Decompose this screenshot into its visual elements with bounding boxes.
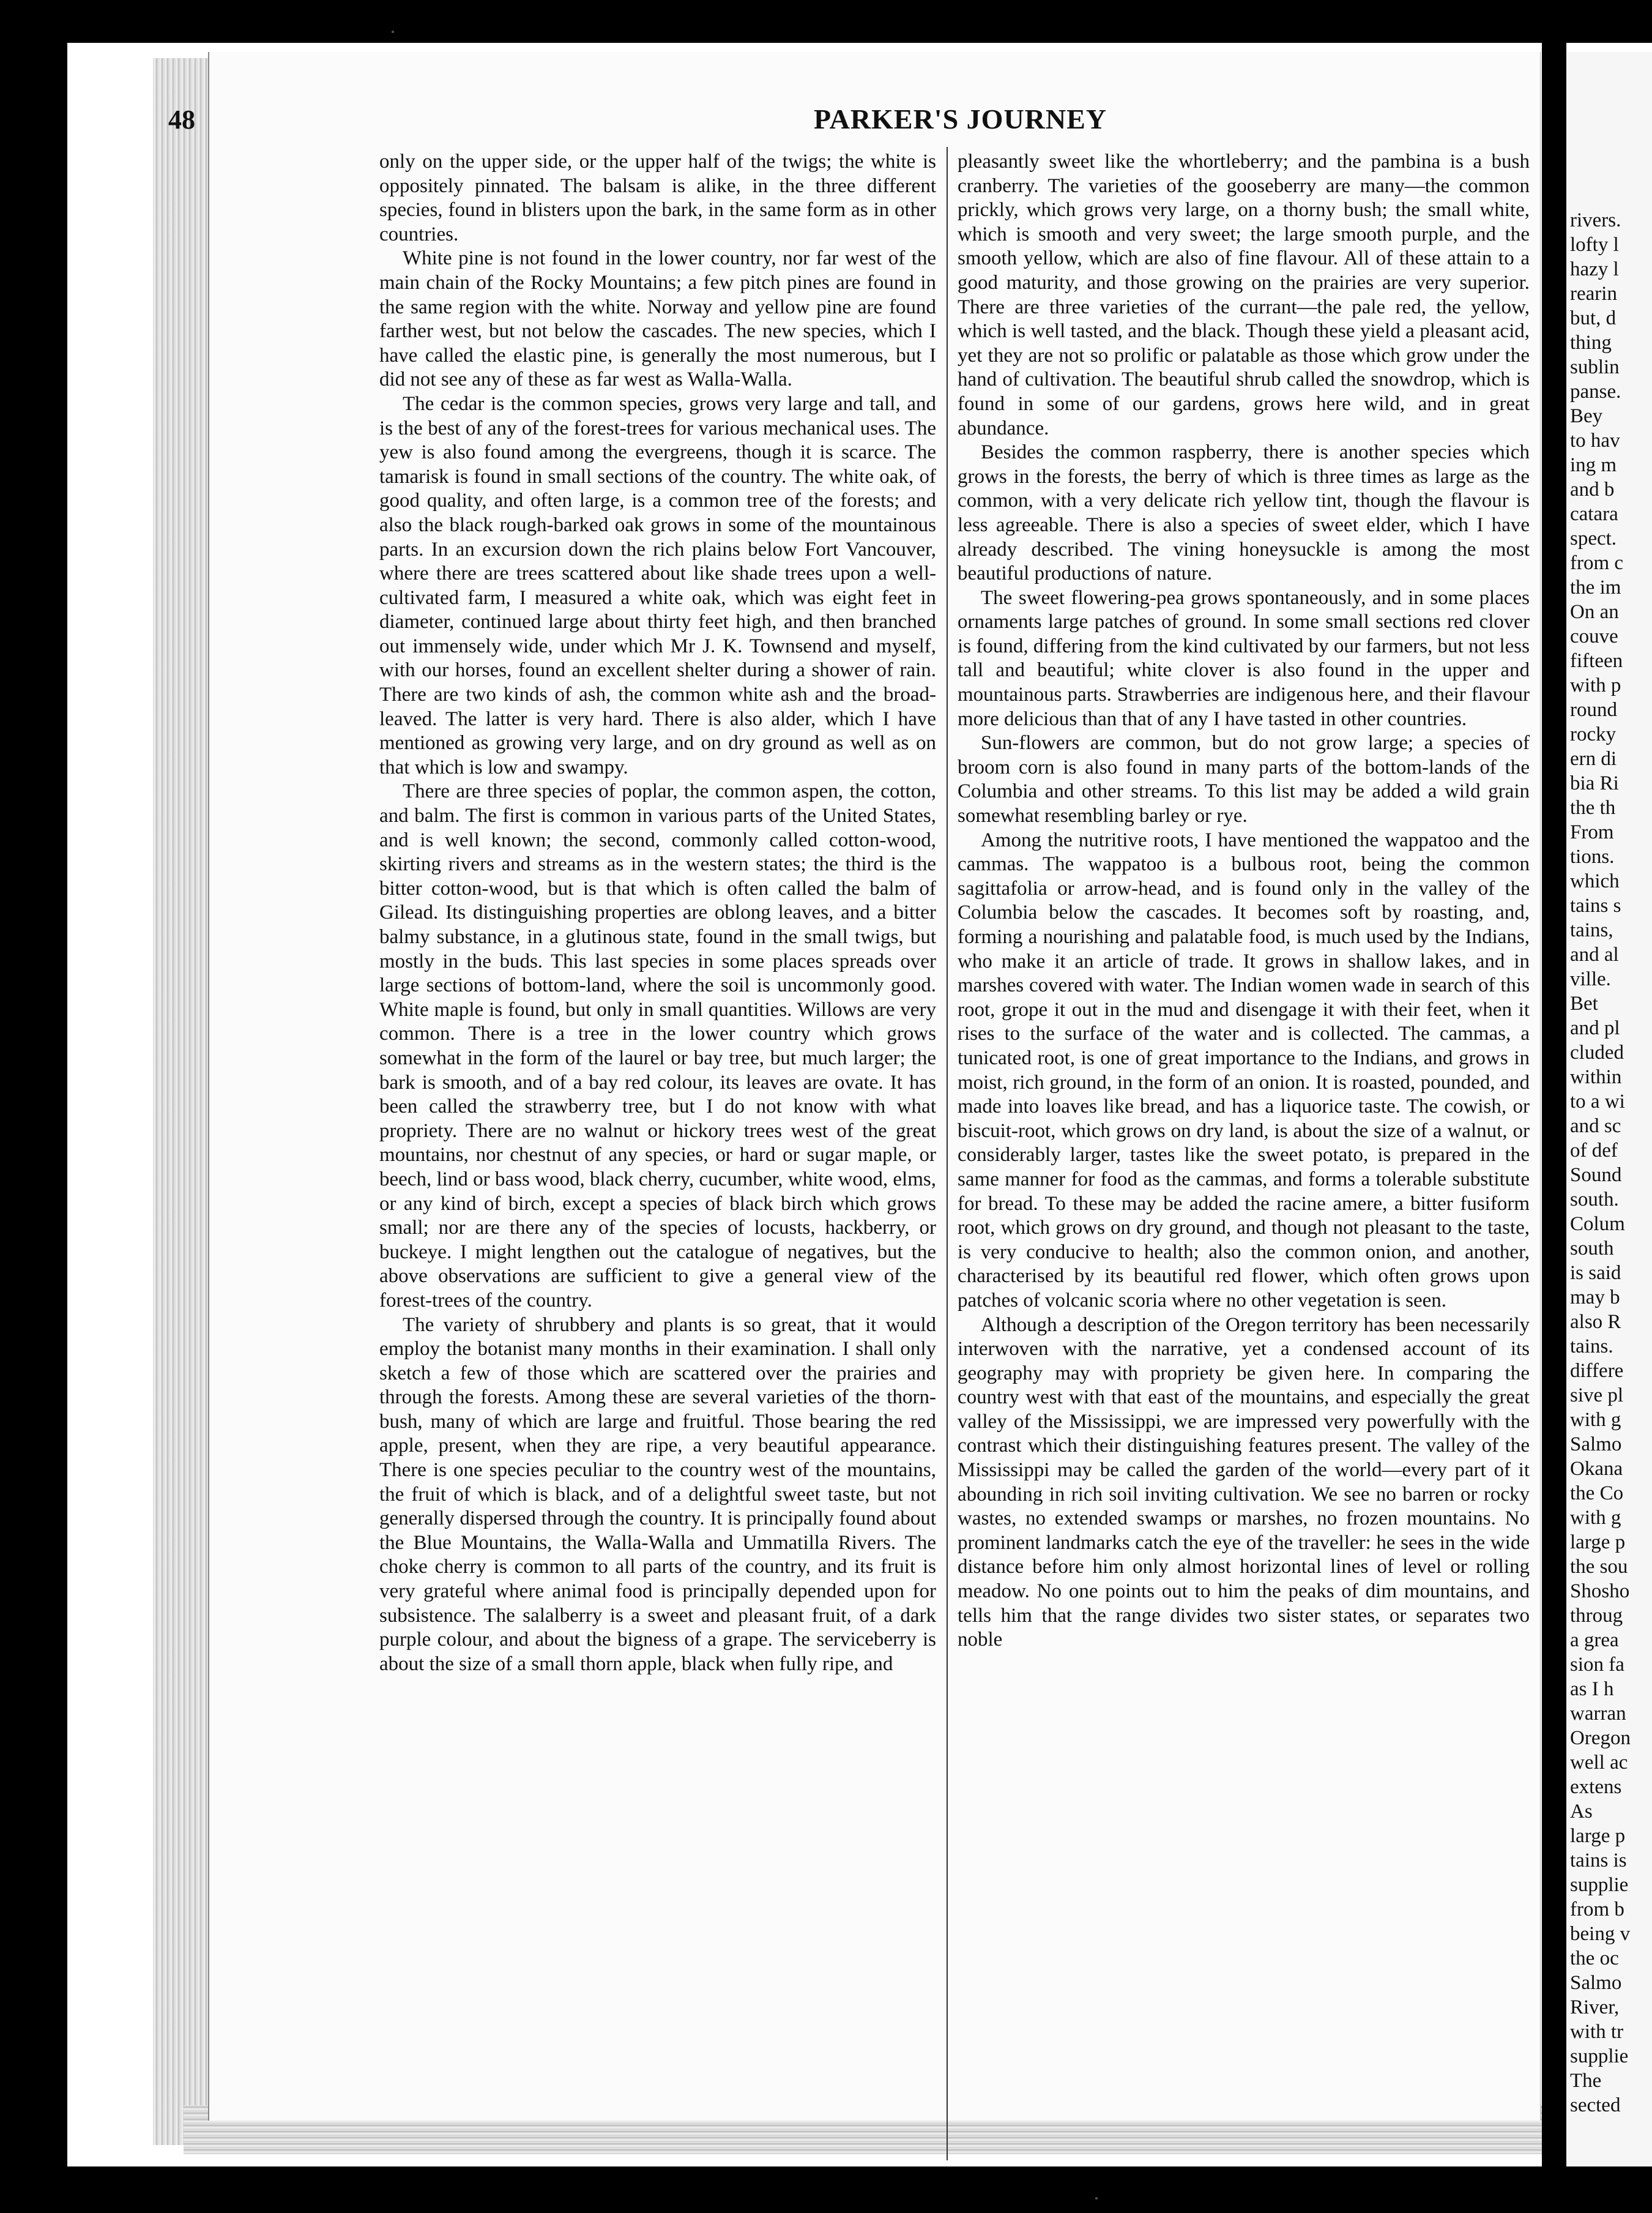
right-text-column — [958, 150, 1530, 1652]
facing-line: and b — [1570, 479, 1615, 501]
facing-line: sublin — [1570, 356, 1620, 378]
paragraph: Besides the common raspberry, there is another species which grows in the forests, the berry of which is three times as large as the common, with a very delicate rich yellow tint, though the flavour is less agreeable. There is also a species of sweet elder, which I have already described. The vining honeysuckle is among the most beautiful productions of nature. — [958, 441, 1530, 585]
facing-line: Oregon — [1570, 1727, 1631, 1749]
facing-line: Bey — [1570, 405, 1603, 427]
paragraph: White pine is not found in the lower country, nor far west of the main chain of the Rocky Mountains; a few pitch pines are found in the same region with the white. Norway and yellow pine are found farther west, but not below the cascades. The new species, which I have called the elastic pine, is generally the most numerous, but I did not see any of these as far west as Walla-Walla. — [379, 247, 936, 391]
facing-line: is said — [1570, 1262, 1621, 1284]
facing-line: tains. — [1570, 1335, 1613, 1357]
facing-line: Bet — [1570, 993, 1598, 1015]
scan-border-left — [0, 0, 67, 2213]
facing-line: hazy l — [1570, 258, 1619, 280]
page-number: 48 — [168, 105, 195, 135]
facing-line: Okana — [1570, 1458, 1623, 1480]
facing-line: large p — [1570, 1531, 1626, 1553]
facing-page-fragment — [1566, 52, 1652, 2166]
facing-line: Shosho — [1570, 1580, 1630, 1602]
facing-line: from c — [1570, 552, 1624, 574]
running-head: PARKER'S JOURNEY — [814, 103, 1107, 135]
facing-line: Salmo — [1570, 1433, 1622, 1455]
facing-line: extens — [1570, 1776, 1622, 1798]
facing-line: tions. — [1570, 846, 1615, 868]
book-page-edges — [153, 58, 214, 2145]
facing-line: tains, — [1570, 919, 1613, 941]
facing-line: with g — [1570, 1507, 1621, 1529]
facing-line: which — [1570, 870, 1620, 892]
facing-line: the Co — [1570, 1482, 1624, 1504]
facing-line: within — [1570, 1066, 1622, 1088]
facing-line: but, d — [1570, 307, 1617, 329]
scan-speck — [392, 31, 394, 33]
column-divider — [947, 147, 948, 2160]
facing-line: to a wi — [1570, 1091, 1625, 1113]
facing-line: throug — [1570, 1605, 1623, 1627]
facing-line: large p — [1570, 1825, 1626, 1847]
facing-line: lofty l — [1570, 234, 1619, 256]
facing-line: Salmo — [1570, 1972, 1622, 1994]
facing-line: the oc — [1570, 1947, 1619, 1969]
facing-line: fifteen — [1570, 650, 1623, 672]
paragraph: The variety of shrubbery and plants is so great, that it would employ the botanist many months in their examination. I shall only sketch a few of those which are scattered over the prairies and through the forests. Among these are several varieties of the thorn-bush, many of which are large and fruitful. Those bearing the red apple, present, when they are ripe, a very beautiful appearance. There is one species peculiar to the country west of the mountains, the fruit of which is black, and of a delightful sweet taste, but not generally dispersed through the country. It is principally found about the Blue Mountains, the Walla-Walla and Ummatilla Rivers. The choke cherry is common to all parts of the country, and its fruit is very grateful where animal food is principally depended upon for subsistence. The salalberry is a sweet and pleasant fruit, of a dark purple colour, and about the bigness of a grape. The serviceberry is about the size of a small thorn apple, black when fully ripe, and — [379, 1313, 936, 1675]
facing-line: supplie — [1570, 2045, 1629, 2067]
facing-line: sected — [1570, 2094, 1621, 2116]
facing-line: ville. — [1570, 968, 1611, 990]
facing-page-lines — [1566, 208, 1631, 2118]
facing-line: with p — [1570, 674, 1621, 696]
facing-line: rearin — [1570, 283, 1617, 305]
paragraph: pleasantly sweet like the whortleberry; and the pambina is a bush cranberry. The varieties of the gooseberry are many—the common prickly, which grows very large, on a thorny bush; the small white, which is smooth and very sweet; the large smooth purple, and the smooth yellow, which are also of fine flavour. All of these attain to a good maturity, and those growing on the prairies are very superior. There are three varieties of the currant—the pale red, the yellow, which is well tasted, and the black. Though these yield a pleasant acid, yet they are not so prolific or palatable as those which grow under the hand of cultivation. The beautiful shrub called the snowdrop, which is found in some of our gardens, grows here wild, and in great abundance. — [958, 151, 1530, 439]
scan-border-bottom — [0, 2166, 1652, 2213]
facing-line: as I h — [1570, 1678, 1614, 1700]
facing-line: Sound — [1570, 1164, 1622, 1186]
facing-line: As — [1570, 1801, 1593, 1823]
facing-line: sion fa — [1570, 1654, 1624, 1676]
facing-line: the th — [1570, 797, 1616, 819]
facing-line: rivers. — [1570, 209, 1621, 231]
facing-line: south — [1570, 1237, 1614, 1260]
facing-line: panse. — [1570, 381, 1621, 403]
scan-speck — [1095, 2197, 1098, 2200]
facing-line: On an — [1570, 601, 1619, 623]
facing-line: tains is — [1570, 1849, 1627, 1872]
facing-line: sive pl — [1570, 1384, 1624, 1406]
scan-border-top — [0, 0, 1652, 43]
facing-line: From — [1570, 821, 1614, 843]
facing-line: bia Ri — [1570, 772, 1619, 794]
facing-line: of def — [1570, 1140, 1618, 1162]
facing-line: and pl — [1570, 1017, 1620, 1039]
facing-line: from b — [1570, 1898, 1624, 1920]
facing-line: the im — [1570, 577, 1621, 599]
facing-line: south. — [1570, 1189, 1619, 1211]
facing-line: tains s — [1570, 895, 1621, 917]
paragraph: Although a description of the Oregon territory has been necessarily interwoven with the narrative, yet a condensed account of its geography may with propriety be given here. In comparing the country west with that east of the mountains, and especially the great valley of the Mississippi, we are impressed very powerfully with the contrast which their distinguishing features present. The valley of the Mississippi may be called the garden of the world—every part of it abounding in rich soil inviting cultivation. We see no barren or rocky wastes, no extended swamps or marshes, no frozen mountains. No prominent landmarks catch the eye of the traveller: he sees in the wide distance before him only almost horizontal lines of level or rolling meadow. No one points out to him the peaks of dim mountains, and tells him that the range divides two sister states, or separates two noble — [958, 1313, 1530, 1651]
facing-line: couve — [1570, 625, 1618, 647]
facing-line: and al — [1570, 944, 1619, 966]
facing-line: Colum — [1570, 1213, 1625, 1235]
facing-line: with tr — [1570, 2021, 1624, 2043]
facing-line: warran — [1570, 1703, 1626, 1725]
facing-line: a grea — [1570, 1629, 1619, 1651]
facing-line: ern di — [1570, 748, 1617, 770]
scan-gutter-shadow — [1542, 43, 1566, 2213]
facing-line: may b — [1570, 1286, 1620, 1308]
left-text-column — [379, 150, 936, 1676]
facing-line: supplie — [1570, 1874, 1629, 1896]
facing-line: and sc — [1570, 1115, 1621, 1137]
facing-line: River, — [1570, 1996, 1620, 2018]
facing-line: being v — [1570, 1923, 1631, 1945]
facing-line: also R — [1570, 1311, 1621, 1333]
facing-line: to hav — [1570, 430, 1620, 452]
facing-line: spect. — [1570, 528, 1617, 550]
paragraph: Sun-flowers are common, but do not grow large; a species of broom corn is also found in many parts of the bottom-lands of the Columbia and other streams. To this list may be added a wild grain somewhat resembling barley or rye. — [958, 732, 1530, 827]
facing-line: round — [1570, 699, 1617, 721]
facing-line: cluded — [1570, 1042, 1624, 1064]
facing-line: rocky — [1570, 723, 1617, 745]
paragraph: The sweet flowering-pea grows spontaneously, and in some places ornaments large patches of ground. In some small sections red clover is found, differing from the kind cultivated by our farmers, but not less tall and beautiful; white clover is also found in the upper and mountainous parts. Strawberries are indigenous here, and their flavour more delicious than that of any I have tasted in other countries. — [958, 586, 1530, 730]
paragraph: There are three species of poplar, the common aspen, the cotton, and balm. The first is common in various parts of the United States, and is well known; the second, commonly called cotton-wood, skirting rivers and streams as in the western states; the third is the bitter cotton-wood, but is that which is often called the balm of Gilead. Its distinguishing properties are oblong leaves, and a bitter balmy substance, in a glutinous state, found in the small twigs, but mostly in the buds. This last species in some places spreads over large sections of bottom-land, where the soil is uncommonly good. White maple is found, but only in small quantities. Willows are very common. There is a tree in the lower country which grows somewhat in the form of the laurel or bay tree, but much larger; the bark is smooth, and of a bay red colour, its leaves are ovate. It has been called the strawberry tree, but I do not know with what propriety. There are no walnut or hickory trees west of the great mountains, nor chestnut of any species, or hard or sugar maple, or beech, lind or bass wood, black cherry, cucumber, white wood, elms, or any kind of birch, except a species of black birch which grows small; nor are there any of the species of locusts, hackberry, or buckeye. I might lengthen out the catalogue of negatives, but the above observations are sufficient to give a general view of the forest-trees of the country. — [379, 780, 936, 1312]
facing-line: well ac — [1570, 1752, 1628, 1774]
paragraph: Among the nutritive roots, I have mentioned the wappatoo and the cammas. The wappatoo is a bulbous root, being the common sagittafolia or arrow-head, and is found only in the valley of the Columbia below the cascades. It becomes soft by roasting, and, forming a nourishing and palatable food, is much used by the Indians, who make it an article of trade. It grows in shallow lakes, and in marshes covered with water. The Indian women wade in search of this root, grope it out in the mud and disengage it with their feet, when it rises to the surface of the water and is collected. The cammas, a tunicated root, is one of great importance to the Indians, and grows in moist, rich ground, in the form of an onion. It is roasted, pounded, and made into loaves like bread, and has a liquorice taste. The cowish, or biscuit-root, which grows on dry land, is about the size of a walnut, or considerably larger, tastes like the sweet potato, is prepared in the same manner for food as the cammas, and forms a tolerable substitute for bread. To these may be added the racine amere, a bitter fusiform root, which grows on dry ground, and though not pleasant to the taste, is very conducive to health; also the common onion, and another, characterised by its beautiful red flower, which often grows upon patches of volcanic scoria where no other vegetation is seen. — [958, 829, 1530, 1312]
facing-line: the sou — [1570, 1556, 1628, 1578]
paragraph: only on the upper side, or the upper half of the twigs; the white is oppositely pinnated. The balsam is alike, in the three different species, found in blisters upon the bark, in the same form as in other countries. — [379, 151, 936, 245]
facing-line: thing — [1570, 332, 1612, 354]
facing-line: The — [1570, 2070, 1602, 2092]
facing-line: catara — [1570, 503, 1618, 525]
facing-line: ing m — [1570, 454, 1617, 476]
facing-line: with g — [1570, 1409, 1621, 1431]
facing-line: differe — [1570, 1360, 1624, 1382]
paragraph: The cedar is the common species, grows very large and tall, and is the best of any of the forest-trees for various mechanical uses. The yew is also found among the evergreens, though it is scarce. The tamarisk is found in small sections of the country. The white oak, of good quality, and often large, is a common tree of the forests; and also the black rough-barked oak grows in some of the mountainous parts. In an excursion down the rich plains below Fort Vancouver, where there are trees scattered about like shade trees upon a well-cultivated farm, I measured a white oak, which was eight feet in diameter, continued large about thirty feet high, and then branched out immensely wide, under which Mr J. K. Townsend and myself, with our horses, found an excellent shelter during a shower of rain. There are two kinds of ash, the common white ash and the broad-leaved. The latter is very hard. There is also alder, which I have mentioned as growing very large, and on dry ground as well as on that which is low and swampy. — [379, 392, 936, 778]
